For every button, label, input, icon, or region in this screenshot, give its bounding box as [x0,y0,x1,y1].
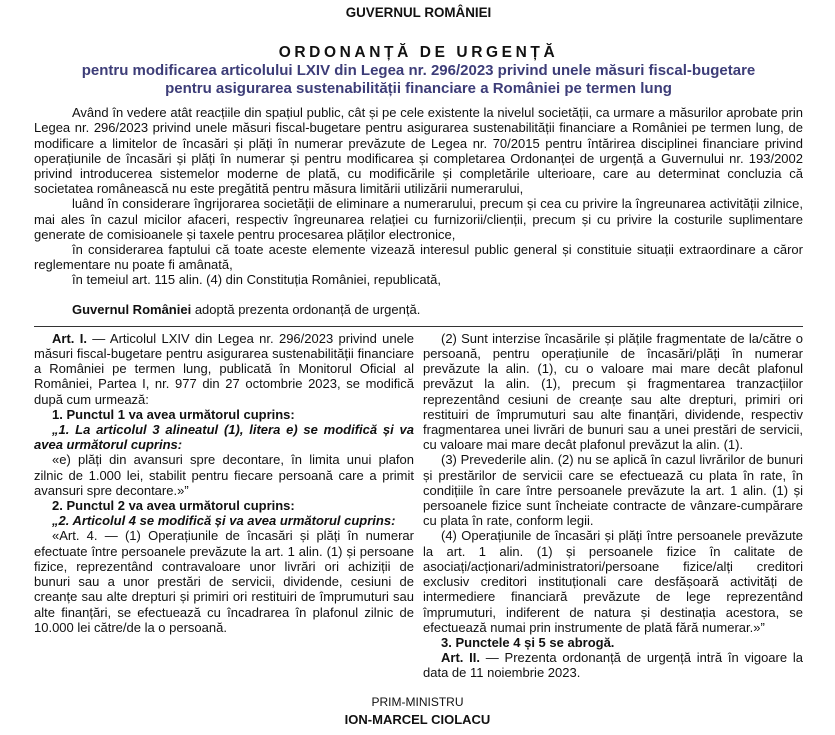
adoption-statement [34,302,803,317]
point-2-heading: 2. Punctul 2 va avea următorul cuprins: [52,498,295,514]
section-divider [34,326,803,327]
signatory-role: PRIM-MINISTRU [371,695,464,709]
subtitle-line-2: pentru asigurarea sustenabilității financiare a României pe termen lung [165,79,672,97]
adoption-subject: Guvernul României [72,301,192,317]
paragraph-3: (3) Prevederile alin. (2) nu se aplică în cazul livrărilor de bunuri și prestărilor de servicii care se efectuează cu plata în rate, în condițiile în care între persoanele prevăzute la art. 1 alin. (1) și persoanele fizice sunt încheiate contracte de vânzare-cumpărare cu plata în rate, conform legii. [423,452,803,529]
point-1-instruction: „1. La articolul 3 alineatul (1), litera e) se modifică și va avea următorul cuprins: [34,422,414,453]
adoption-text: adoptă prezenta ordonanță de urgență. [191,301,421,317]
subtitle-line-1: pentru modificarea articolului LXIV din Legea nr. 296/2023 privind unele măsuri fiscal-bugetare [81,62,756,80]
preamble-paragraph: în temeiul art. 115 alin. (4) din Constituția României, republicată, [72,272,442,288]
articles-columns [34,331,803,681]
issuer-heading: GUVERNUL ROMÂNIEI [345,5,492,20]
point-1-heading: 1. Punctul 1 va avea următorul cuprins: [52,406,295,422]
point-2-text: «Art. 4. — (1) Operațiunile de încasări și plăți în numerar efectuate între persoanele prevăzute la art. 1 alin. (1) și persoane fizice, reprezentând contravaloare unor livrări ori achiziții de bunuri sau a unor prestări de servicii, dividende, cesiuni de creanțe sau alte drepturi și primiri ori restituiri de împrumuturi sau alte finanțări, se efectuează cu încadrarea în plafonul zilnic de 10.000 lei către/de la o persoană. [34,528,414,635]
article-1-text: — Articolul LXIV din Legea nr. 296/2023 privind unele măsuri fiscal-bugetare pentru asigurarea sustenabilității financiare a României pe termen lung, publicată în Monitorul Oficial al României, Partea I, nr. 977 din 27 octombrie 2023, se modifică după cum urmează: [34,330,414,407]
preamble-paragraph: în considerarea faptului că toate aceste elemente vizează interesul public general și constituie situații extraordinare a căror reglementare nu poate fi amânată, [34,242,803,273]
preamble [34,105,803,287]
paragraph-4: (4) Operațiunile de încasări și plăți între persoanele prevăzute la art. 1 alin. (1) și persoanele fizice în calitate de asociați/acționari/administratori/persoane fizice/alți creditori exclusiv creditori instituționali care desfășoară activități de intermediere financiară prevăzute de lege reprezentând împrumuturi, indiferent de natura și destinația acestora, se efectuează numai prin instrumente de plată fără numerar.»” [423,528,803,635]
paragraph-2: (2) Sunt interzise încasările și plățile fragmentate de la/către o persoană, pentru operațiunile de încasări/plăți în numerar prevăzute la alin. (1), cu o valoare mai mare decât plafonul prevăzut la alin. (1), precum și fragmentarea tranzacțiilor reprezentând cesiuni de creanțe sau alte drepturi, primiri ori restituiri de împrumuturi sau alte finanțări, dividende, respectiv fragmentarea unei livrări de bunuri sau a unei prestări de servicii, cu valoare mai mare decât plafonul prevăzut la alin. (1). [423,330,803,453]
preamble-paragraph: Având în vedere atât reacțiile din spațiul public, cât și pe cele existente la nivelul societății, ca urmare a măsurilor aprobate prin Legea nr. 296/2023 privind unele măsuri fiscal-bugetare pentru asigurarea sustenabilității financiare a României pe termen lung, de modificare a limitelor de încasări și plăți în numerar prevăzute de Legea nr. 70/2015 pentru întărirea disciplinei financiare privind operațiunile de încasări și plăți în numerar și pentru modificarea și completarea Ordonanței de urgență a Guvernului nr. 193/2002 privind introducerea sistemelor moderne de plată, cu modificările și completările ulterioare, care au determinat concluzia că societatea românească nu este pregătită pentru măsura limitării utilizării numerarului, [34,105,803,197]
article-2 [423,650,803,680]
point-1-text: «e) plăți din avansuri spre decontare, în limita unui plafon zilnic de 1.000 lei, stabilit pentru fiecare persoană care a primit avansuri spre decontare.»” [34,452,414,498]
point-2-instruction: „2. Articolul 4 se modifică și va avea următorul cuprins: [52,513,396,529]
article-2-text: — Prezenta ordonanță de urgență intră în vigoare la data de 11 noiembrie 2023. [423,650,803,681]
article-1 [34,331,414,407]
signatory-name: ION-MARCEL CIOLACU [344,712,491,727]
point-3: 3. Punctele 4 și 5 se abrogă. [441,634,615,650]
article-2-label: Art. II. [441,650,480,666]
left-column [34,331,414,681]
article-1-label: Art. I. [52,330,87,346]
preamble-paragraph: luând în considerare îngrijorarea societății de eliminare a numerarului, precum și cea cu privire la îngreunarea activității zilnice, mai ales în cazul micilor afaceri, respectiv îngreunarea relației cu furnizorii/clienții, precum și cu privire la costurile suplimentare generate de comisioanele și taxele pentru procesarea plăților electronice, [34,196,803,242]
document-type-title: ORDONANȚĂ DE URGENȚĂ [278,44,559,62]
document-subtitle [34,62,803,97]
right-column [423,331,803,681]
